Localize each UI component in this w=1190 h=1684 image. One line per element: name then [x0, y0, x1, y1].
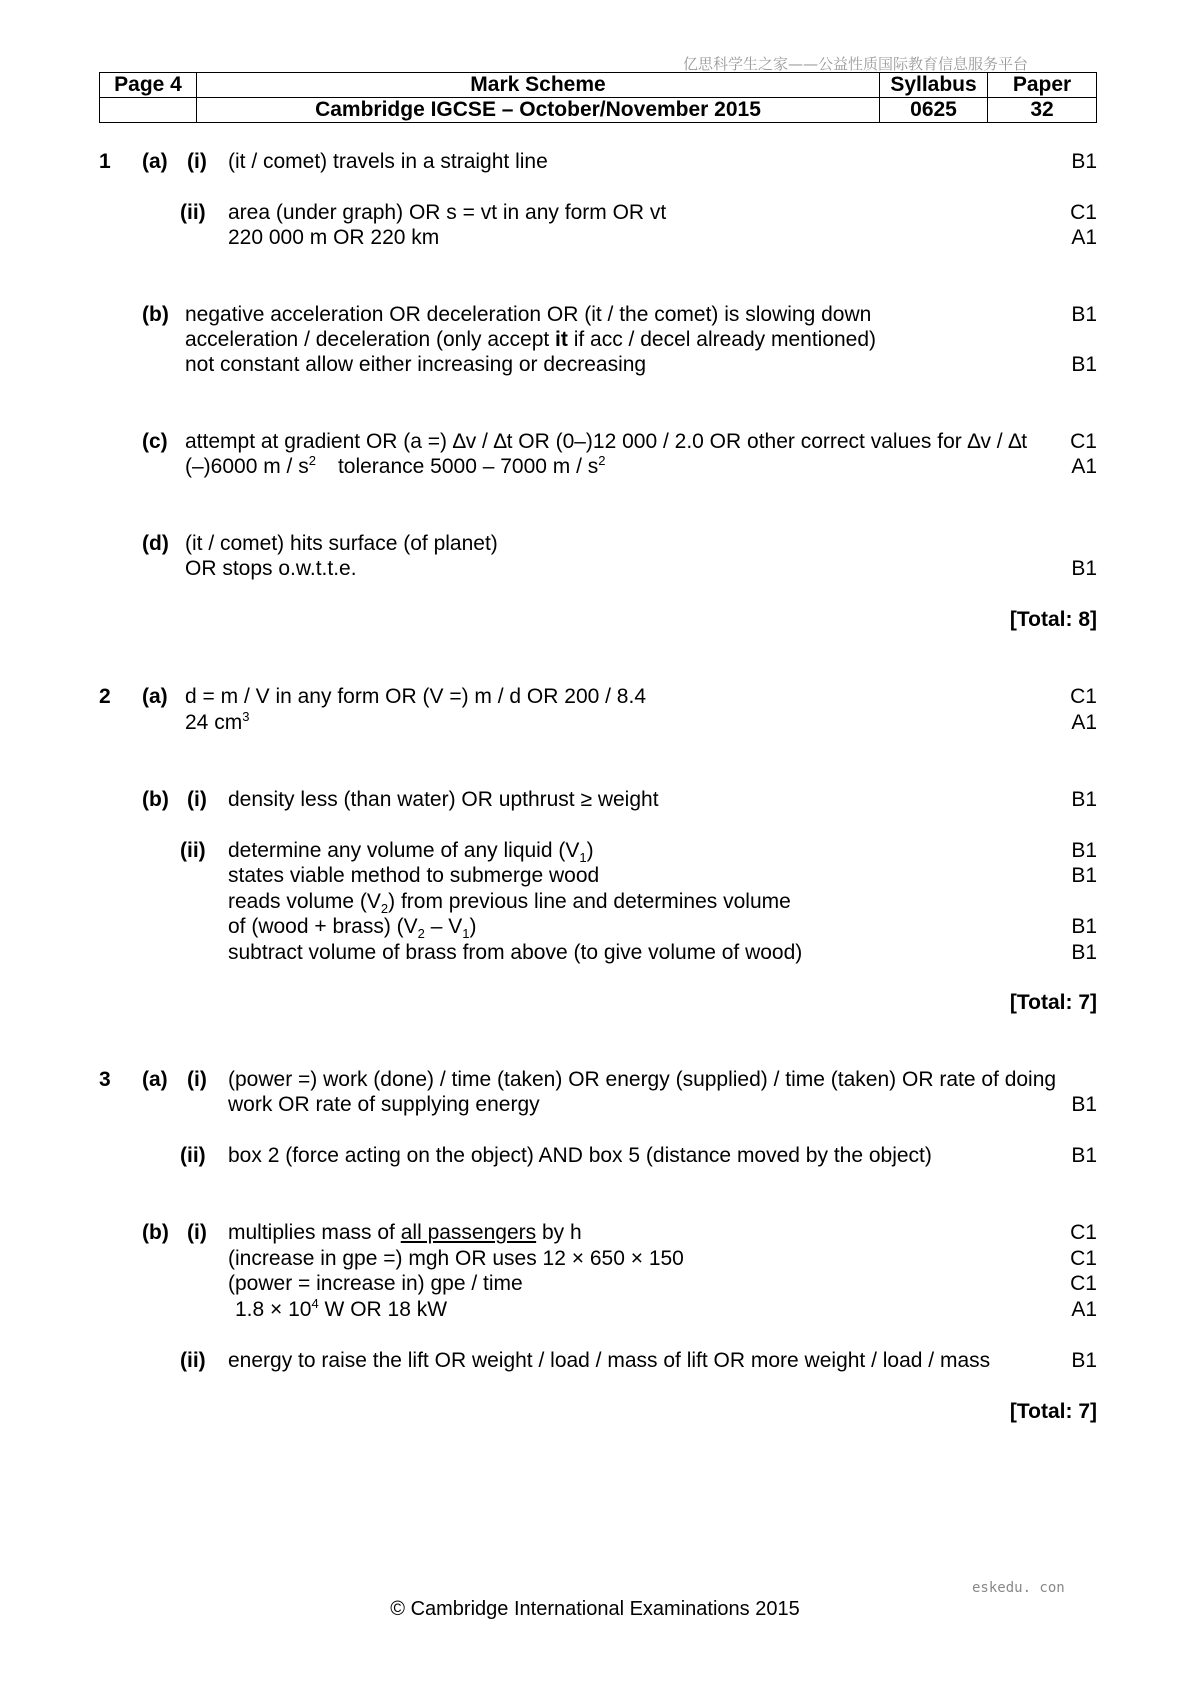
- total: [Total: 7]: [1009, 991, 1097, 1014]
- mark: A1: [1071, 455, 1097, 478]
- answer-line: attempt at gradient OR (a =) ∆v / ∆t OR (0–)12 000 / 2.0 OR other correct values for ∆v / ∆t: [185, 430, 1028, 453]
- subscript: 1: [462, 926, 470, 942]
- answer-line: density less (than water) OR upthrust ≥ weight: [228, 788, 659, 811]
- site-watermark: eskedu. con: [972, 1580, 1065, 1596]
- mark: C1: [1070, 685, 1097, 708]
- page-number: Page 4: [100, 73, 197, 98]
- text-run: determine any volume of any liquid (V: [228, 839, 580, 862]
- answer-line: OR stops o.w.t.t.e.: [185, 557, 357, 580]
- text-run: W OR 18 kW: [318, 1298, 448, 1321]
- text-run: ): [586, 839, 594, 862]
- answer-line: (it / comet) hits surface (of planet): [185, 532, 498, 555]
- mark: B1: [1071, 839, 1097, 862]
- text-run: of (wood + brass) (V: [228, 915, 418, 938]
- mark: B1: [1071, 150, 1097, 173]
- mark: A1: [1071, 1298, 1097, 1321]
- sub-label: (ii): [180, 1144, 206, 1167]
- mark: B1: [1071, 1349, 1097, 1372]
- mark: C1: [1070, 1247, 1097, 1270]
- footer-copyright: © Cambridge International Examinations 2015: [390, 1598, 800, 1620]
- paper-label: Paper: [988, 73, 1097, 98]
- header-table: [99, 72, 1097, 123]
- answer-line: d = m / V in any form OR (V =) m / d OR 200 / 8.4: [185, 685, 646, 708]
- text-run: (–)6000 m / s: [185, 455, 309, 478]
- text-run-bold: it: [555, 328, 568, 351]
- superscript: 2: [308, 453, 316, 468]
- watermark: 亿思科学生之家——公益性质国际教育信息服务平台: [683, 55, 1029, 73]
- part-label: (a): [142, 685, 168, 708]
- mark: B1: [1071, 941, 1097, 964]
- doc-subtitle: Cambridge IGCSE – October/November 2015: [197, 98, 880, 123]
- answer-line: box 2 (force acting on the object) AND box 5 (distance moved by the object): [228, 1144, 932, 1167]
- part-label: (a): [142, 1068, 168, 1091]
- doc-title: Mark Scheme: [197, 73, 880, 98]
- mark: B1: [1071, 303, 1097, 326]
- text-run: ) from previous line and determines volume: [388, 890, 791, 913]
- answer-line: (increase in gpe =) mgh OR uses 12 × 650 × 150: [228, 1247, 684, 1270]
- mark: A1: [1071, 226, 1097, 249]
- answer-line: area (under graph) OR s = vt in any form OR vt: [228, 201, 667, 224]
- sub-label: (i): [187, 150, 207, 173]
- sub-label: (ii): [180, 1349, 206, 1372]
- mark: B1: [1071, 915, 1097, 938]
- answer-line: (it / comet) travels in a straight line: [228, 150, 548, 173]
- text-run: tolerance 5000 – 7000 m / s: [337, 455, 599, 478]
- total: [Total: 8]: [1009, 608, 1097, 631]
- mark: B1: [1071, 864, 1097, 887]
- part-label: (a): [142, 150, 168, 173]
- text-run: reads volume (V: [228, 890, 381, 913]
- superscript: 3: [242, 709, 250, 724]
- q-number: 1: [99, 150, 111, 173]
- page-blank: [100, 98, 197, 123]
- answer-line: work OR rate of supplying energy: [228, 1093, 540, 1116]
- part-label: (d): [142, 532, 169, 555]
- answer-line: [185, 710, 249, 736]
- part-label: (b): [142, 303, 169, 326]
- mark: B1: [1071, 1144, 1097, 1167]
- mark: B1: [1071, 788, 1097, 811]
- superscript: 4: [311, 1296, 319, 1311]
- superscript: 2: [598, 453, 606, 468]
- sub-label: (i): [187, 1221, 207, 1244]
- answer-line: [185, 327, 876, 353]
- syllabus-code: 0625: [880, 98, 988, 123]
- mark: C1: [1070, 1221, 1097, 1244]
- mark: C1: [1070, 201, 1097, 224]
- answer-line: states viable method to submerge wood: [228, 864, 600, 887]
- sub-label: (ii): [180, 839, 206, 862]
- answer-line: subtract volume of brass from above (to give volume of wood): [228, 941, 803, 964]
- mark: B1: [1071, 1093, 1097, 1116]
- answer-line: [185, 454, 606, 480]
- q-number: 2: [99, 685, 111, 708]
- mark: C1: [1070, 430, 1097, 453]
- text-run: – V: [424, 915, 463, 938]
- part-label: (c): [142, 430, 168, 453]
- text-run: 24 cm: [185, 711, 243, 734]
- part-label: (b): [142, 788, 169, 811]
- subscript: 1: [579, 850, 587, 866]
- answer-line: [228, 889, 791, 915]
- subscript: 2: [380, 901, 389, 917]
- subscript: 2: [417, 926, 425, 942]
- sub-label: (ii): [180, 201, 206, 224]
- text-run: multiplies mass of: [228, 1221, 401, 1244]
- part-label: (b): [142, 1221, 169, 1244]
- sub-label: (i): [187, 788, 207, 811]
- text-run: by h: [536, 1221, 582, 1244]
- text-run: 1.8 × 10: [235, 1298, 312, 1321]
- answer-line: [228, 1220, 582, 1246]
- paper-number: 32: [988, 98, 1097, 123]
- mark: A1: [1071, 711, 1097, 734]
- text-run-underlined: all passengers: [400, 1221, 537, 1244]
- text-run: ): [469, 915, 477, 938]
- answer-line: (power =) work (done) / time (taken) OR energy (supplied) / time (taken) OR rate of doing: [228, 1068, 1057, 1091]
- answer-line: energy to raise the lift OR weight / load / mass of lift OR more weight / load / mass: [228, 1349, 991, 1372]
- text-run: acceleration / deceleration (only accept: [185, 328, 556, 351]
- answer-line: 220 000 m OR 220 km: [228, 226, 440, 249]
- sub-label: (i): [187, 1068, 207, 1091]
- answer-line: negative acceleration OR deceleration OR (it / the comet) is slowing down: [185, 303, 872, 326]
- total: [Total: 7]: [1009, 1400, 1097, 1423]
- mark: B1: [1071, 353, 1097, 376]
- answer-line: (power = increase in) gpe / time: [228, 1272, 523, 1295]
- q-number: 3: [99, 1068, 111, 1091]
- mark: C1: [1070, 1272, 1097, 1295]
- answer-line: [228, 914, 476, 940]
- answer-line: not constant allow either increasing or decreasing: [185, 353, 647, 376]
- mark: B1: [1071, 557, 1097, 580]
- text-run: if acc / decel already mentioned): [567, 328, 877, 351]
- answer-line: [235, 1297, 447, 1323]
- answer-line: [228, 838, 594, 864]
- syllabus-label: Syllabus: [880, 73, 988, 98]
